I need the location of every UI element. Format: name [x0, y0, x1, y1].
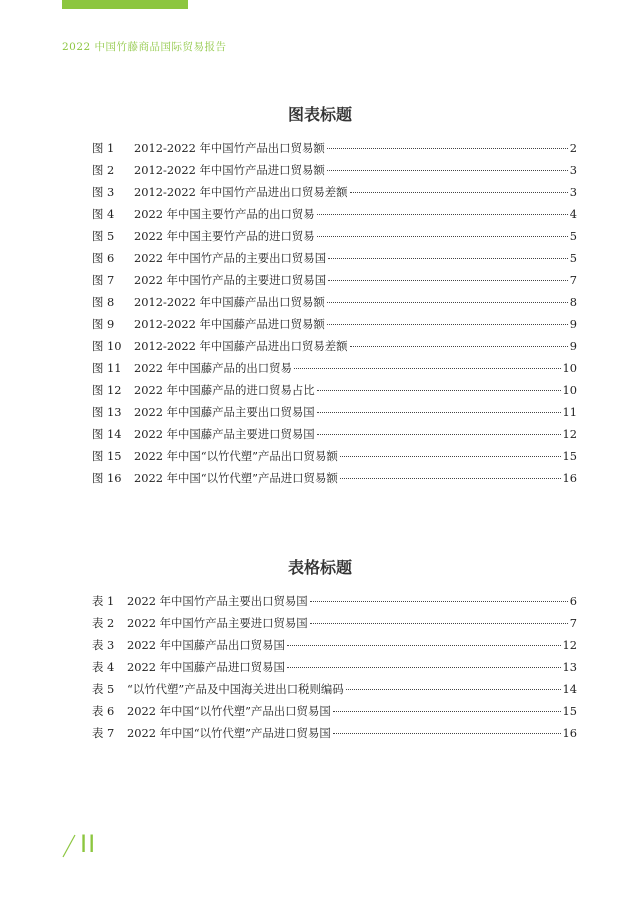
- dot-leader: [317, 225, 568, 237]
- figure-page-number: 10: [562, 361, 577, 375]
- figure-label: 图 8: [92, 295, 115, 309]
- dot-leader: [346, 678, 561, 690]
- figure-label: 图 15: [92, 449, 122, 463]
- figure-title: 2012-2022 年中国竹产品进出口贸易差额: [134, 185, 348, 199]
- table-title: 2022 年中国藤产品出口贸易国: [127, 638, 285, 652]
- dot-leader: [317, 401, 561, 413]
- figure-page-number: 3: [569, 185, 577, 199]
- figure-title: 2022 年中国主要竹产品的进口贸易: [134, 229, 315, 243]
- figure-label: 图 4: [92, 207, 115, 221]
- figure-title: 2012-2022 年中国藤产品进出口贸易差额: [134, 339, 348, 353]
- figure-title: 2022 年中国藤产品主要进口贸易国: [134, 427, 315, 441]
- table-label: 表 2: [92, 616, 115, 630]
- dot-leader: [310, 590, 568, 602]
- figure-label: 图 10: [92, 339, 122, 353]
- figure-title: 2022 年中国藤产品的进口贸易占比: [134, 383, 315, 397]
- figure-title: 2022 年中国“以竹代塑”产品出口贸易额: [134, 449, 338, 463]
- dot-leader: [350, 335, 568, 347]
- figure-page-number: 8: [569, 295, 577, 309]
- tables-toc-title: 表格标题: [287, 558, 352, 577]
- dot-leader: [328, 247, 568, 259]
- table-title: 2022 年中国竹产品主要出口贸易国: [127, 594, 308, 608]
- figure-page-number: 9: [569, 339, 577, 353]
- dot-leader: [340, 445, 561, 457]
- figure-title: 2022 年中国竹产品的主要进口贸易国: [134, 273, 327, 287]
- dot-leader: [317, 379, 561, 391]
- table-page-number: 15: [562, 704, 577, 718]
- figure-title: 2022 年中国藤产品的出口贸易: [134, 361, 292, 375]
- figure-label: 图 5: [92, 229, 115, 243]
- dot-leader: [327, 137, 568, 149]
- figure-label: 图 11: [92, 361, 122, 375]
- table-title: 2022 年中国竹产品主要进口贸易国: [127, 616, 308, 630]
- dot-leader: [317, 423, 561, 435]
- table-title: 2022 年中国“以竹代塑”产品出口贸易国: [127, 704, 331, 718]
- figure-title: 2012-2022 年中国藤产品出口贸易额: [134, 295, 325, 309]
- figure-toc-entry[interactable]: [92, 470, 577, 492]
- figure-title: 2022 年中国主要竹产品的出口贸易: [134, 207, 315, 221]
- dot-leader: [333, 722, 561, 734]
- figure-page-number: 5: [569, 251, 577, 265]
- table-label: 表 6: [92, 704, 115, 718]
- table-label: 表 1: [92, 594, 115, 608]
- table-title: 2022 年中国“以竹代塑”产品进口贸易国: [127, 726, 331, 740]
- dot-leader: [287, 656, 561, 668]
- table-page-number: 6: [569, 594, 577, 608]
- page-number: II: [80, 830, 97, 858]
- figure-title: 2012-2022 年中国竹产品出口贸易额: [134, 141, 325, 155]
- figure-label: 图 3: [92, 185, 115, 199]
- figure-title: 2022 年中国竹产品的主要出口贸易国: [134, 251, 327, 265]
- figure-page-number: 12: [562, 427, 577, 441]
- table-page-number: 16: [562, 726, 577, 740]
- dot-leader: [350, 181, 568, 193]
- figure-label: 图 12: [92, 383, 122, 397]
- figure-page-number: 5: [569, 229, 577, 243]
- dot-leader: [310, 612, 568, 624]
- figure-page-number: 2: [569, 141, 577, 155]
- figure-page-number: 15: [562, 449, 577, 463]
- dot-leader: [328, 269, 568, 281]
- figures-toc-list: [92, 140, 577, 492]
- dot-leader: [340, 467, 561, 479]
- table-title: “以竹代塑”产品及中国海关进出口税则编码: [127, 682, 344, 696]
- figure-label: 图 9: [92, 317, 115, 331]
- figure-page-number: 11: [562, 405, 577, 419]
- table-label: 表 4: [92, 660, 115, 674]
- figure-label: 图 7: [92, 273, 115, 287]
- figure-title: 2012-2022 年中国竹产品进口贸易额: [134, 163, 325, 177]
- table-label: 表 7: [92, 726, 115, 740]
- figure-label: 图 14: [92, 427, 122, 441]
- figure-page-number: 9: [569, 317, 577, 331]
- dot-leader: [333, 700, 561, 712]
- table-toc-entry[interactable]: [92, 725, 577, 747]
- figure-title: 2012-2022 年中国藤产品进口贸易额: [134, 317, 325, 331]
- figure-label: 图 16: [92, 471, 122, 485]
- table-label: 表 3: [92, 638, 115, 652]
- dot-leader: [287, 634, 561, 646]
- tables-toc-list: [92, 593, 577, 747]
- figure-page-number: 4: [569, 207, 577, 221]
- dot-leader: [317, 203, 568, 215]
- figure-label: 图 2: [92, 163, 115, 177]
- figure-page-number: 16: [562, 471, 577, 485]
- figure-page-number: 3: [569, 163, 577, 177]
- figures-toc-title: 图表标题: [287, 105, 352, 124]
- table-page-number: 12: [562, 638, 577, 652]
- footer-slash-mark: [62, 834, 76, 858]
- dot-leader: [327, 159, 568, 171]
- dot-leader: [294, 357, 561, 369]
- dot-leader: [327, 291, 568, 303]
- figure-label: 图 6: [92, 251, 115, 265]
- figure-title: 2022 年中国藤产品主要出口贸易国: [134, 405, 315, 419]
- table-label: 表 5: [92, 682, 115, 696]
- top-accent-bar: [62, 0, 188, 9]
- table-page-number: 14: [562, 682, 577, 696]
- figure-page-number: 7: [569, 273, 577, 287]
- figure-label: 图 1: [92, 141, 115, 155]
- table-page-number: 13: [562, 660, 577, 674]
- figure-label: 图 13: [92, 405, 122, 419]
- table-page-number: 7: [569, 616, 577, 630]
- running-header: 2022 中国竹藤商品国际贸易报告: [62, 41, 227, 53]
- figure-page-number: 10: [562, 383, 577, 397]
- dot-leader: [327, 313, 568, 325]
- table-title: 2022 年中国藤产品进口贸易国: [127, 660, 285, 674]
- figure-title: 2022 年中国“以竹代塑”产品进口贸易额: [134, 471, 338, 485]
